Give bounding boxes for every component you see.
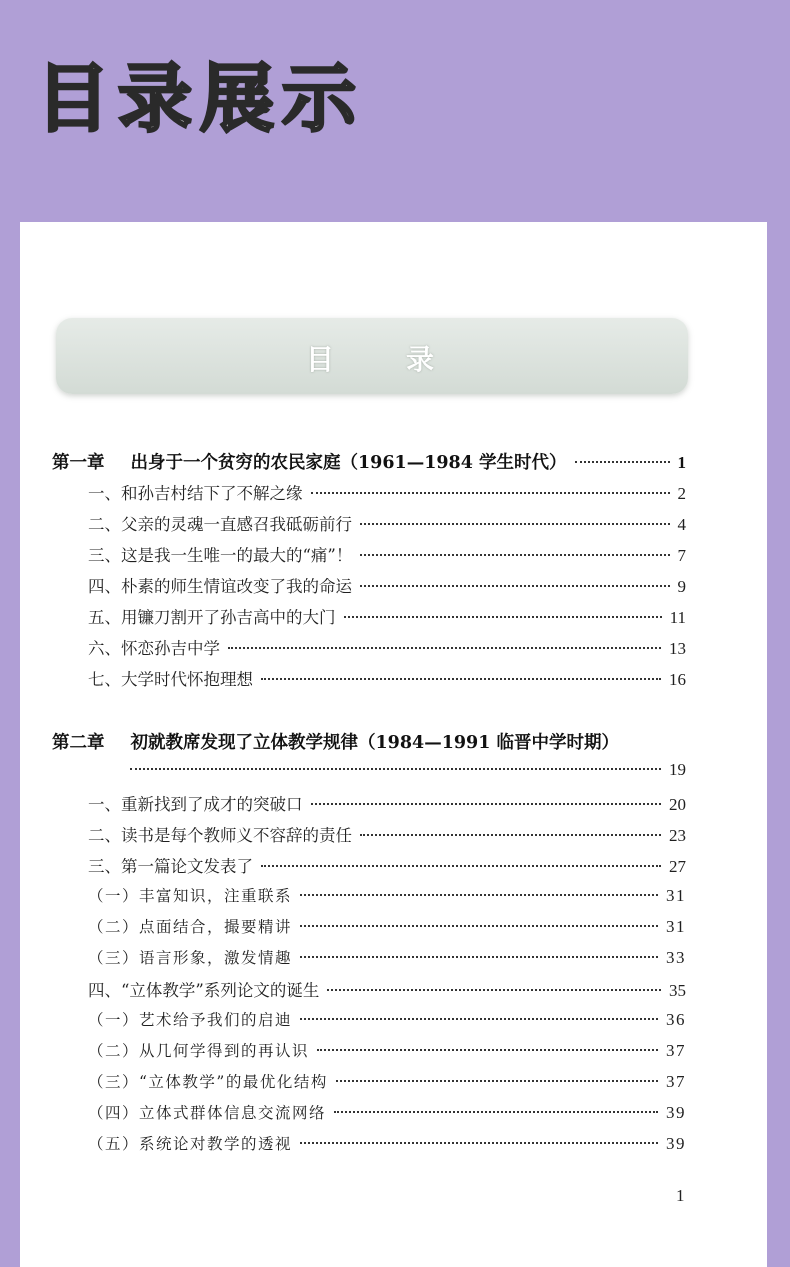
- item-label: 一、重新找到了成才的突破口: [88, 795, 303, 814]
- chapter-number: 第二章: [52, 733, 105, 753]
- chapter-title: 出身于一个贫穷的农民家庭（1961—1984 学生时代）: [130, 453, 567, 473]
- page-number: 7: [677, 546, 686, 565]
- page-number: 11: [669, 608, 686, 627]
- toc-item[interactable]: [88, 977, 686, 1003]
- leader-dots: [344, 616, 662, 618]
- page-number: 20: [669, 795, 686, 814]
- leader-dots: [311, 803, 662, 805]
- item-label: 六、怀恋孙吉中学: [88, 639, 220, 658]
- leader-dots: [317, 1049, 658, 1051]
- page-number: 35: [669, 981, 686, 1000]
- toc-item[interactable]: [88, 573, 686, 599]
- leader-dots: [360, 523, 670, 525]
- toc-subitem[interactable]: [88, 1070, 686, 1096]
- leader-dots: [228, 647, 661, 649]
- leader-dots: [575, 461, 670, 463]
- item-label: 四、朴素的师生情谊改变了我的命运: [88, 577, 352, 596]
- leader-dots: [336, 1080, 658, 1082]
- leader-dots: [300, 894, 658, 896]
- page-number: 1: [677, 453, 686, 472]
- toc-item[interactable]: [88, 822, 686, 848]
- leader-dots: [300, 925, 658, 927]
- leader-dots: [300, 956, 658, 958]
- item-label: （二）点面结合，撮要精讲: [88, 918, 293, 936]
- item-label: 三、这是我一生唯一的最大的“痛”！: [88, 546, 353, 565]
- toc-chapter-2-page-line[interactable]: [130, 760, 686, 786]
- leader-dots: [261, 678, 661, 680]
- toc-item[interactable]: [88, 542, 686, 568]
- item-label: （三）“立体教学”的最优化结构: [88, 1073, 328, 1091]
- toc-chapter-1[interactable]: [52, 449, 686, 475]
- toc-heading-char-1: 目: [306, 343, 335, 376]
- toc-subitem[interactable]: [88, 946, 686, 972]
- chapter-title: 初就教席发现了立体教学规律（1984—1991 临晋中学时期）: [130, 733, 620, 753]
- item-label: 四、“立体教学”系列论文的诞生: [88, 981, 320, 1000]
- item-label: 五、用镰刀割开了孙吉高中的大门: [88, 608, 336, 627]
- toc-subitem[interactable]: [88, 915, 686, 941]
- item-label: （三）语言形象，激发情趣: [88, 949, 293, 967]
- item-label: （五）系统论对教学的透视: [88, 1135, 293, 1153]
- page-number: 37: [666, 1041, 686, 1060]
- item-label: 七、大学时代怀抱理想: [88, 670, 253, 689]
- page-number: 36: [666, 1010, 686, 1029]
- toc-item[interactable]: [88, 480, 686, 506]
- item-label: （一）艺术给予我们的启迪: [88, 1011, 293, 1029]
- toc-item[interactable]: [88, 604, 686, 630]
- page-number: 19: [669, 760, 686, 779]
- leader-dots: [300, 1018, 658, 1020]
- page-number: 27: [669, 857, 686, 876]
- page-number: 31: [666, 886, 686, 905]
- page-number: 2: [677, 484, 686, 503]
- item-label: （二）从几何学得到的再认识: [88, 1042, 310, 1060]
- book-page: [20, 222, 767, 1267]
- item-label: （四）立体式群体信息交流网络: [88, 1104, 327, 1122]
- banner-title: 目录展示: [36, 56, 364, 142]
- chapter-number: 第一章: [52, 453, 105, 473]
- leader-dots: [300, 1142, 658, 1144]
- page-number: 4: [677, 515, 686, 534]
- toc-item[interactable]: [88, 635, 686, 661]
- page-number: 39: [666, 1103, 686, 1122]
- header-banner: [0, 0, 790, 222]
- toc-subitem[interactable]: [88, 1132, 686, 1158]
- toc-heading-char-2: 录: [406, 343, 435, 376]
- item-label: 二、读书是每个教师义不容辞的责任: [88, 826, 352, 845]
- page-number: 39: [666, 1134, 686, 1153]
- toc-chapter-2[interactable]: [52, 729, 686, 755]
- toc-subitem[interactable]: [88, 1039, 686, 1065]
- toc-item[interactable]: [88, 791, 686, 817]
- toc-subitem[interactable]: [88, 1008, 686, 1034]
- page-number: 16: [669, 670, 686, 689]
- page-footer-number: 1: [676, 1186, 685, 1205]
- page-number: 37: [666, 1072, 686, 1091]
- toc-heading-box: [56, 318, 688, 394]
- toc-item[interactable]: [88, 853, 686, 879]
- page-number: 23: [669, 826, 686, 845]
- leader-dots: [311, 492, 670, 494]
- toc-item[interactable]: [88, 511, 686, 537]
- leader-dots: [327, 989, 661, 991]
- page-number: 31: [666, 917, 686, 936]
- leader-dots: [360, 554, 669, 556]
- leader-dots: [360, 585, 670, 587]
- leader-dots: [360, 834, 661, 836]
- page-number: 13: [669, 639, 686, 658]
- item-label: 二、父亲的灵魂一直感召我砥砺前行: [88, 515, 352, 534]
- toc-subitem[interactable]: [88, 884, 686, 910]
- toc-subitem[interactable]: [88, 1101, 686, 1127]
- page-number: 33: [666, 948, 686, 967]
- page-number: 9: [677, 577, 686, 596]
- leader-dots: [130, 768, 661, 770]
- leader-dots: [334, 1111, 658, 1113]
- leader-dots: [261, 865, 661, 867]
- item-label: 一、和孙吉村结下了不解之缘: [88, 484, 303, 503]
- item-label: （一）丰富知识，注重联系: [88, 887, 293, 905]
- item-label: 三、第一篇论文发表了: [88, 857, 253, 876]
- toc-item[interactable]: [88, 666, 686, 692]
